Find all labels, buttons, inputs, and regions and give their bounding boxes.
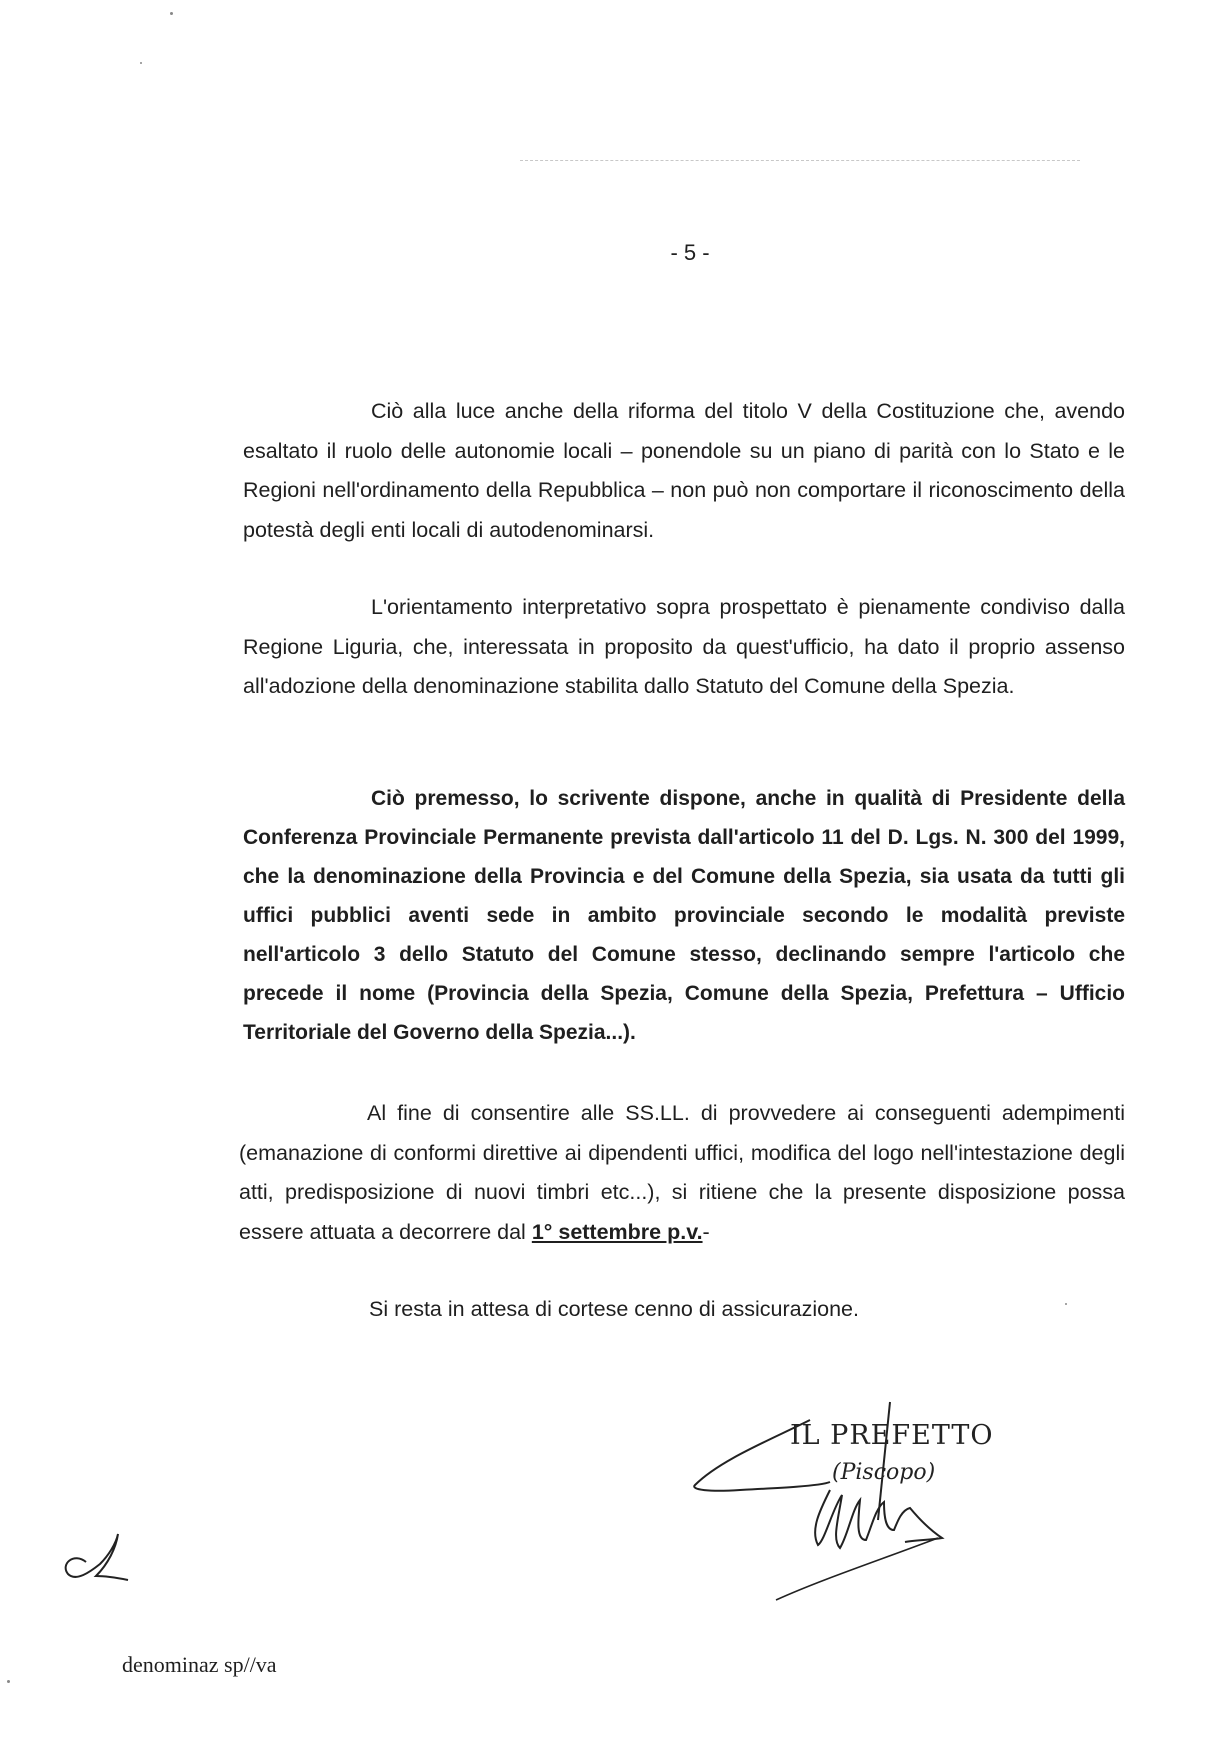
paragraph-disposizione-text: Ciò premesso, lo scrivente dispone, anche in qualità di Presidente della Conferenza Provinciale Permanente prevista dall'articolo 11 del D. Lgs. N. 300 del 1999, che la denominazione della Provincia e del Comune della Spezia, sia usata da tutti gli uffici pubblici aventi sede in ambito provinciale secondo le modalità previste nell'articolo 3 dello Statuto del Comune stesso, declinando sempre l'articolo che precede il nome (Provincia della Spezia, Comune della Spezia, Prefettura – Ufficio Territoriale del Governo della Spezia...). (243, 787, 1125, 1044)
handwritten-signature (680, 1390, 1000, 1610)
page-number: - 5 - (670, 240, 710, 265)
scan-speck (170, 12, 173, 15)
paragraph-orientamento-text: L'orientamento interpretativo sopra prospettato è pienamente condiviso dalla Regione Liguria, che, interessata in proposito da quest'ufficio, ha dato il proprio assenso all'adozione della denominazione stabilita dallo Statuto del Comune della Spezia. (243, 595, 1125, 698)
effective-date: 1° settembre p.v. (531, 1219, 703, 1244)
paragraph-riforma-text: Ciò alla luce anche della riforma del titolo V della Costituzione che, avendo esaltato il ruolo delle autonomie locali – ponendole su un piano di parità con lo Stato e le Regioni nell'ordinamento della Repubblica – non può non comportare il riconoscimento della potestà degli enti locali di autodenominarsi. (243, 399, 1125, 542)
scan-speck (1065, 1303, 1067, 1305)
scan-speck (7, 1680, 10, 1683)
signature-name: (Piscopo) (832, 1460, 936, 1485)
reference-code: denominaz sp//va (122, 1652, 277, 1677)
handwritten-initial (56, 1530, 136, 1590)
paragraph-orientamento (243, 588, 1125, 707)
paragraph-decorrenza-end: - (702, 1219, 710, 1244)
paragraph-disposizione (243, 779, 1125, 1052)
paragraph-decorrenza (239, 1094, 1125, 1252)
paragraph-riforma (243, 392, 1125, 550)
scan-header-line (520, 160, 1080, 161)
signature-block (680, 1390, 1000, 1610)
scan-speck (140, 62, 142, 64)
closing-line: Si resta in attesa di cortese cenno di assicurazione. (369, 1297, 859, 1321)
paragraph-decorrenza-text: Al fine di consentire alle SS.LL. di provvedere ai conseguenti adempimenti (emanazione di conformi direttive ai dipendenti uffici, modifica del logo nell'intestazione degli atti, predisposizione di nuovi timbri etc...), si ritiene che la presente disposizione possa essere attuata a decorrere dal (239, 1101, 1125, 1244)
signature-title: IL PREFETTO (790, 1420, 994, 1451)
